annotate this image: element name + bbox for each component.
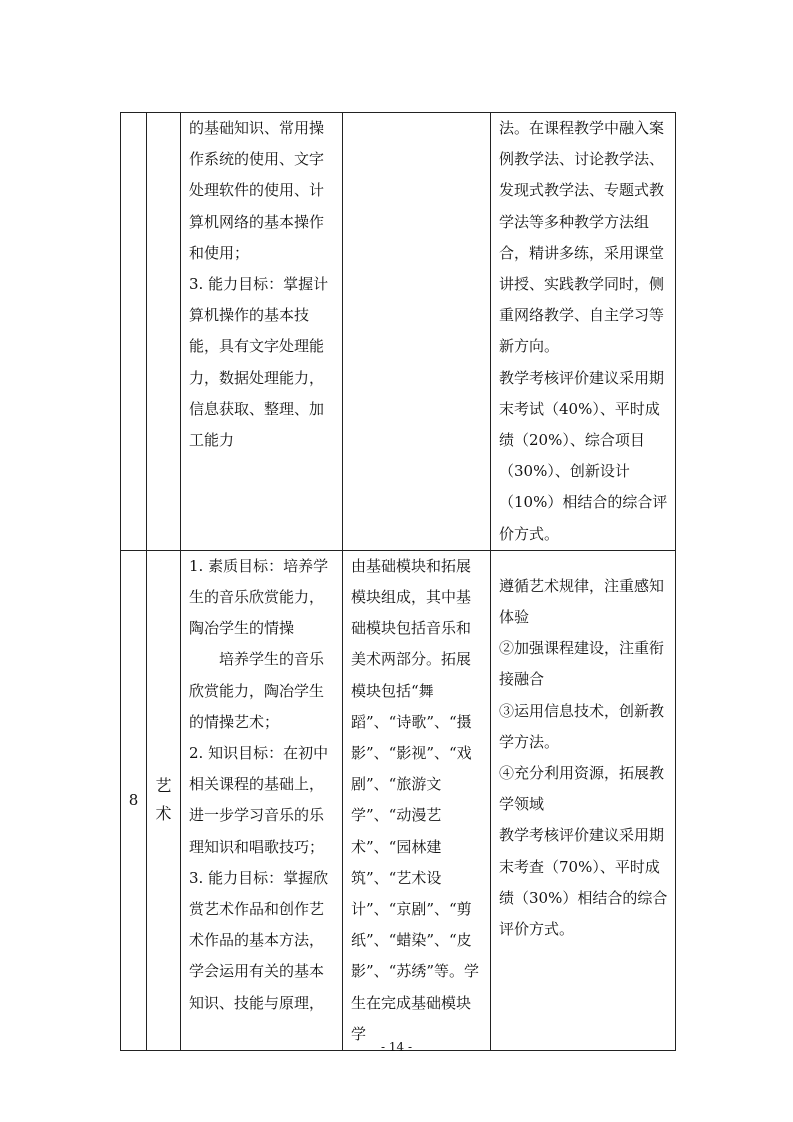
course-name-char: 艺	[155, 776, 172, 796]
table-row	[121, 550, 676, 1050]
requirements-cell	[491, 113, 676, 551]
table-row	[121, 113, 676, 551]
row-number-cell: 8	[121, 550, 147, 1050]
page-number: - 14 -	[380, 1040, 412, 1054]
requirements-paragraph: 教学考核评价建议采用期末考查（70%）、平时成绩（30%）相结合的综合评价方式。	[499, 826, 668, 939]
goals-cell	[181, 550, 343, 1050]
requirements-paragraph: 遵循艺术规律，注重感知体验	[499, 576, 665, 627]
requirements-paragraph: 教学考核评价建议采用期末考试（40%）、平时成绩（20%）、综合项目（30%）、创新设计（10%）相结合的综合评价方式。	[499, 368, 668, 543]
goals-paragraph: 3. 能力目标：掌握计算机操作的基本技能，具有文字处理能力，数据处理能力，信息获取、整理、加工能力	[189, 275, 329, 450]
row-number-cell	[121, 113, 147, 551]
goals-paragraph: 培养学生的音乐欣赏能力，陶冶学生的情操艺术；	[189, 650, 325, 731]
content-cell	[343, 113, 491, 551]
requirements-paragraph: ③运用信息技术，创新教学方法。	[499, 701, 665, 751]
requirements-cell	[491, 550, 676, 1050]
goals-paragraph: 3. 能力目标：掌握欣赏艺术作品和创作艺术作品的基本方法，学会运用有关的基本知识、技能与原理，	[189, 868, 329, 1012]
content-cell	[343, 550, 491, 1050]
goals-paragraph: 1. 素质目标：培养学生的音乐欣赏能力，陶冶学生的情操	[189, 556, 329, 638]
content-paragraph: 由基础模块和拓展模块组成，其中基础模块包括音乐和美术两部分。拓展模块包括“舞蹈”、“诗歌”、“摄影”、“影视”、“戏剧”、“旅游文学”、“动漫艺术”、“园林建筑”、“艺术设计”、“京剧”、“剪纸”、“蜡染”、“皮影”、“苏绣”等。学生在完成基础模块学	[351, 556, 480, 1043]
goals-paragraph: 2. 知识目标：在初中相关课程的基础上，进一步学习音乐的乐理知识和唱歌技巧；	[189, 744, 329, 856]
requirements-paragraph: 法。在课程教学中融入案例教学法、讨论教学法、发现式教学法、专题式教学法等多种教学方法组合，精讲多练，采用课堂讲授、实践教学同时，侧重网络教学、自主学习等新方向。	[499, 119, 665, 356]
course-table	[120, 112, 676, 1051]
goals-cell	[181, 113, 343, 551]
requirements-paragraph: ②加强课程建设，注重衔接融合	[499, 639, 665, 689]
requirements-paragraph: ④充分利用资源，拓展教学领域	[499, 764, 665, 814]
goals-paragraph: 的基础知识、常用操作系统的使用、文字处理软件的使用、计算机网络的基本操作和使用；	[189, 119, 325, 262]
course-name-char: 术	[155, 804, 172, 824]
course-name-cell	[147, 550, 181, 1050]
course-name-cell	[147, 113, 181, 551]
